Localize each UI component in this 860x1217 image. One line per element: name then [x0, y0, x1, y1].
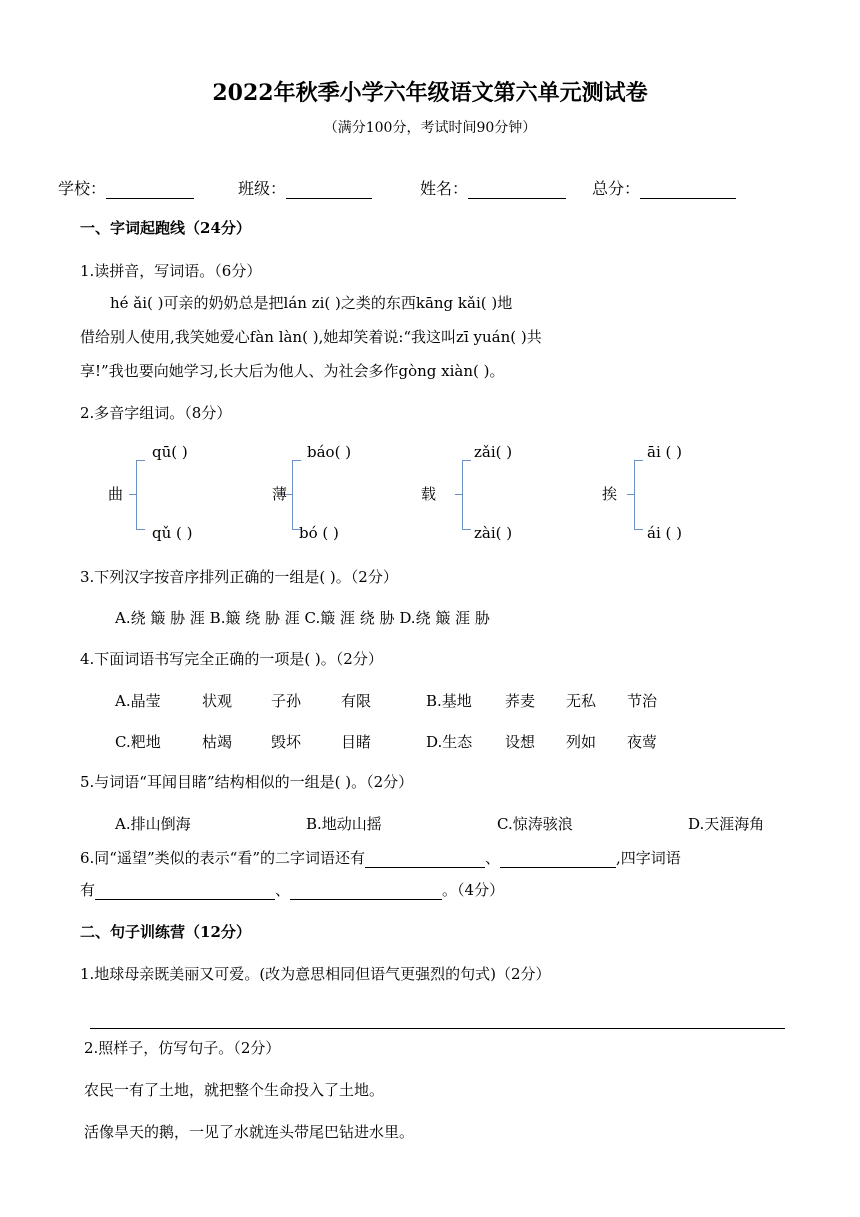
bracket-3 [462, 460, 471, 530]
polyphone-2-bottom: bó ( ) [299, 524, 339, 542]
school-field [58, 176, 194, 199]
name-field [420, 176, 566, 199]
q4-row1-g: 无私 [566, 692, 597, 710]
q6-line2-text: 有 [80, 881, 96, 899]
bracket-tick-3 [455, 494, 462, 495]
q5-option-c: C.惊涛骇浪 [497, 815, 573, 833]
polyphone-1-top: qū( ) [152, 443, 188, 461]
page-title: 2022年秋季小学六年级语文第六单元测试卷 [212, 80, 648, 106]
s2-prompt: 活像旱天的鹅，一见了水就连头带尾巴钻进水里。 [84, 1123, 415, 1141]
polyphone-3-top: zǎi( ) [474, 443, 513, 461]
q4-row2-h: 夜莺 [627, 733, 658, 751]
polyphone-1-bottom: qǔ ( ) [152, 524, 193, 542]
score-field [592, 176, 736, 199]
q6-blank-3[interactable] [95, 883, 275, 900]
q5-option-a: A.排山倒海 [115, 815, 191, 833]
bracket-tick-4 [627, 494, 634, 495]
q2-title: 2.多音字组词。（8分） [80, 404, 232, 422]
q4-row1-h: 节治 [627, 692, 658, 710]
bracket-4 [634, 460, 643, 530]
name-blank[interactable] [468, 180, 566, 199]
q4-row2-f: 设想 [505, 733, 536, 751]
q6-line1-text: 6.同“遥望”类似的表示“看”的二字词语还有 [80, 849, 365, 867]
q6-line2 [80, 879, 504, 900]
q6-line1 [80, 847, 681, 868]
q1-line1: hé ǎi( )可亲的奶奶总是把lán zi( )之类的东西kāng kǎi( )地 [110, 294, 513, 312]
bracket-2 [292, 460, 301, 530]
q6-sep-1: 、 [485, 849, 501, 867]
s2-q1: 1.地球母亲既美丽又可爱。(改为意思相同但语气更强烈的句式)（2分） [80, 965, 551, 983]
q6-line1-end: ,四字词语 [616, 849, 681, 867]
class-label: 班级： [238, 179, 287, 198]
s2-example: 农民一有了土地，就把整个生命投入了土地。 [84, 1081, 385, 1099]
school-label: 学校： [58, 179, 107, 198]
q4-row1-e: B.基地 [426, 692, 472, 710]
q1-line3: 享!”我也要向她学习,长大后为他人、为社会多作gòng xiàn( )。 [80, 362, 505, 380]
bracket-tick-1 [129, 494, 136, 495]
school-blank[interactable] [106, 180, 194, 199]
polyphone-char-4: 挨 [602, 485, 618, 503]
bracket-1 [136, 460, 145, 530]
polyphone-4-top: āi ( ) [647, 443, 682, 461]
q4-row2-c: 毁坏 [271, 733, 302, 751]
q3-options: A.绕 簸 胁 涯 B.簸 绕 胁 涯 C.簸 涯 绕 胁 D.绕 簸 涯 胁 [115, 609, 490, 627]
polyphone-4-bottom: ái ( ) [647, 524, 682, 542]
q4-row1-c: 子孙 [271, 692, 302, 710]
q6-line2-end: 。（4分） [442, 881, 505, 899]
q6-blank-2[interactable] [500, 851, 616, 868]
q3-title: 3.下列汉字按音序排列正确的一组是( )。（2分） [80, 568, 398, 586]
q6-blank-1[interactable] [365, 851, 485, 868]
q1-title: 1.读拼音，写词语。（6分） [80, 262, 262, 280]
q5-option-b: B.地动山摇 [306, 815, 382, 833]
polyphone-char-1: 曲 [108, 485, 124, 503]
q6-blank-4[interactable] [290, 883, 442, 900]
polyphone-2-top: báo( ) [307, 443, 352, 461]
q4-row2-d: 目睹 [341, 733, 372, 751]
name-label: 姓名： [420, 179, 469, 198]
q4-row1-d: 有限 [341, 692, 372, 710]
score-label: 总分： [592, 179, 641, 198]
class-blank[interactable] [286, 180, 372, 199]
page-subtitle: （满分100分，考试时间90分钟） [323, 120, 537, 136]
q4-row1-b: 状观 [202, 692, 233, 710]
polyphone-char-3: 载 [421, 485, 437, 503]
bracket-tick-2 [285, 494, 292, 495]
q5-title: 5.与词语“耳闻目睹”结构相似的一组是( )。（2分） [80, 773, 414, 791]
q5-option-d: D.天涯海角 [688, 815, 765, 833]
s2-q2: 2.照样子，仿写句子。（2分） [84, 1039, 281, 1057]
section1-heading: 一、字词起跑线（24分） [80, 219, 251, 237]
q4-row2-g: 列如 [566, 733, 597, 751]
q1-line2: 借给别人使用,我笑她爱心fàn làn( ),她却笑着说:“我这叫zī yuán( )共 [80, 328, 542, 346]
q4-row1-f: 荞麦 [505, 692, 536, 710]
q4-row1-a: A.晶莹 [115, 692, 161, 710]
q6-sep-2: 、 [275, 881, 291, 899]
class-field [238, 176, 372, 199]
polyphone-char-2: 薄 [272, 485, 288, 503]
q4-title: 4.下面词语书写完全正确的一项是( )。（2分） [80, 650, 383, 668]
s2-q1-answer-line[interactable] [90, 1028, 785, 1029]
q4-row2-a: C.粑地 [115, 733, 161, 751]
section2-heading: 二、句子训练营（12分） [80, 923, 251, 941]
polyphone-3-bottom: zài( ) [474, 524, 513, 542]
q4-row2-e: D.生态 [426, 733, 473, 751]
score-blank[interactable] [640, 180, 736, 199]
q4-row2-b: 枯竭 [202, 733, 233, 751]
